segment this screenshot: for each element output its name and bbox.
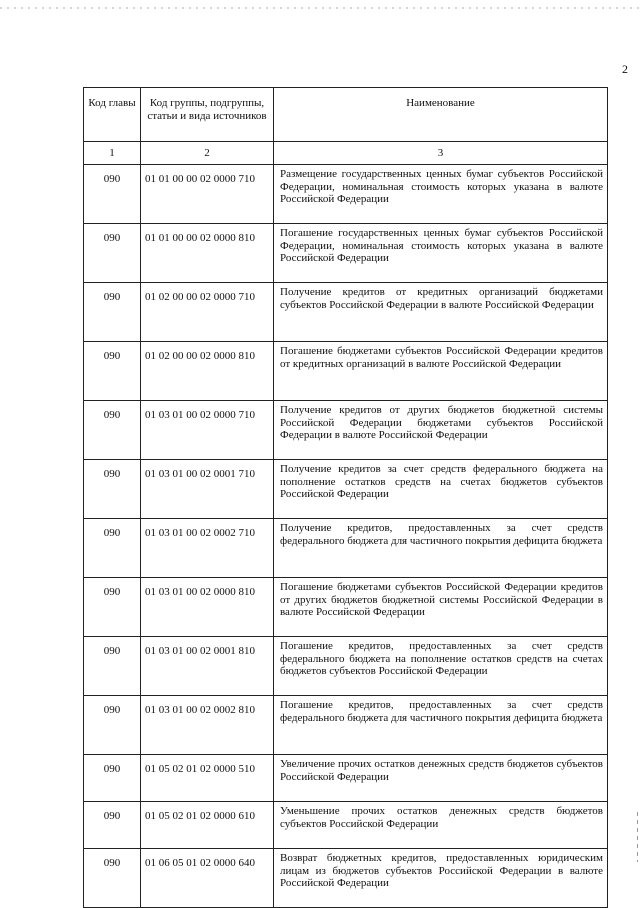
chapter-code-cell: 090 — [84, 519, 141, 578]
chapter-code-cell: 090 — [84, 165, 141, 224]
column-number: 2 — [141, 142, 274, 165]
chapter-code-cell: 090 — [84, 578, 141, 637]
name-cell: Возврат бюджетных кредитов, предоставленных юридическим лицам из бюджетов субъектов Российской Федерации в валюте Российской Федерации — [274, 849, 608, 908]
source-code-cell: 01 01 00 00 02 0000 710 — [141, 165, 274, 224]
name-cell: Погашение кредитов, предоставленных за счет средств федерального бюджета для частичного покрытия дефицита бюджета — [274, 696, 608, 755]
source-code-cell: 01 03 01 00 02 0000 710 — [141, 401, 274, 460]
source-code-cell: 01 03 01 00 02 0002 710 — [141, 519, 274, 578]
source-code-cell: 01 03 01 00 02 0000 810 — [141, 578, 274, 637]
chapter-code-cell: 090 — [84, 401, 141, 460]
header-row — [84, 88, 608, 142]
table-row — [84, 342, 608, 401]
table-row — [84, 165, 608, 224]
header-name: Наименование — [274, 88, 608, 142]
column-number: 1 — [84, 142, 141, 165]
table-row — [84, 401, 608, 460]
name-cell: Получение кредитов от других бюджетов бюджетной системы Российской Федерации бюджетами субъектов Российской Федерации в валюте Российской Федерации — [274, 401, 608, 460]
chapter-code-cell: 090 — [84, 224, 141, 283]
table-row — [84, 519, 608, 578]
column-number: 3 — [274, 142, 608, 165]
name-cell: Увеличение прочих остатков денежных средств бюджетов субъектов Российской Федерации — [274, 755, 608, 802]
source-code-cell: 01 03 01 00 02 0002 810 — [141, 696, 274, 755]
chapter-code-cell: 090 — [84, 849, 141, 908]
scan-artifact — [0, 7, 640, 9]
chapter-code-cell: 090 — [84, 696, 141, 755]
source-code-cell: 01 06 05 01 02 0000 640 — [141, 849, 274, 908]
source-code-cell: 01 05 02 01 02 0000 510 — [141, 755, 274, 802]
chapter-code-cell: 090 — [84, 755, 141, 802]
chapter-code-cell: 090 — [84, 802, 141, 849]
page-number: 2 — [622, 62, 628, 76]
table-row — [84, 849, 608, 908]
sources-table — [83, 87, 608, 908]
table-row — [84, 637, 608, 696]
name-cell: Получение кредитов за счет средств федерального бюджета на пополнение остатков средств на счетах бюджетов субъектов Российской Федерации — [274, 460, 608, 519]
name-cell: Уменьшение прочих остатков денежных средств бюджетов субъектов Российской Федерации — [274, 802, 608, 849]
name-cell: Погашение бюджетами субъектов Российской Федерации кредитов от других бюджетов бюджетной системы Российской Федерации в валюте Российской Федерации — [274, 578, 608, 637]
source-code-cell: 01 02 00 00 02 0000 810 — [141, 342, 274, 401]
header-source-code: Код группы, подгруппы, статьи и вида источников — [141, 88, 274, 142]
chapter-code-cell: 090 — [84, 283, 141, 342]
table-row — [84, 802, 608, 849]
header-chapter-code: Код главы — [84, 88, 141, 142]
name-cell: Получение кредитов, предоставленных за счет средств федерального бюджета для частичного покрытия дефицита бюджета — [274, 519, 608, 578]
source-code-cell: 01 03 01 00 02 0001 710 — [141, 460, 274, 519]
table-row — [84, 755, 608, 802]
source-code-cell: 01 05 02 01 02 0000 610 — [141, 802, 274, 849]
column-numbering-row — [84, 142, 608, 165]
chapter-code-cell: 090 — [84, 460, 141, 519]
table-row — [84, 224, 608, 283]
table-row — [84, 696, 608, 755]
name-cell: Получение кредитов от кредитных организаций бюджетами субъектов Российской Федерации в валюте Российской Федерации — [274, 283, 608, 342]
table-row — [84, 283, 608, 342]
chapter-code-cell: 090 — [84, 342, 141, 401]
source-code-cell: 01 02 00 00 02 0000 710 — [141, 283, 274, 342]
source-code-cell: 01 01 00 00 02 0000 810 — [141, 224, 274, 283]
name-cell: Погашение бюджетами субъектов Российской Федерации кредитов от кредитных организаций в валюте Российской Федерации — [274, 342, 608, 401]
source-code-cell: 01 03 01 00 02 0001 810 — [141, 637, 274, 696]
chapter-code-cell: 090 — [84, 637, 141, 696]
table-row — [84, 578, 608, 637]
table-row — [84, 460, 608, 519]
name-cell: Погашение государственных ценных бумаг субъектов Российской Федерации, номинальная стоимость которых указана в валюте Российской Федерации — [274, 224, 608, 283]
name-cell: Размещение государственных ценных бумаг субъектов Российской Федерации, номинальная стоимость которых указана в валюте Российской Федерации — [274, 165, 608, 224]
scan-margin-artifact — [637, 812, 638, 862]
name-cell: Погашение кредитов, предоставленных за счет средств федерального бюджета на пополнение остатков средств на счетах бюджетов субъектов Российской Федерации — [274, 637, 608, 696]
